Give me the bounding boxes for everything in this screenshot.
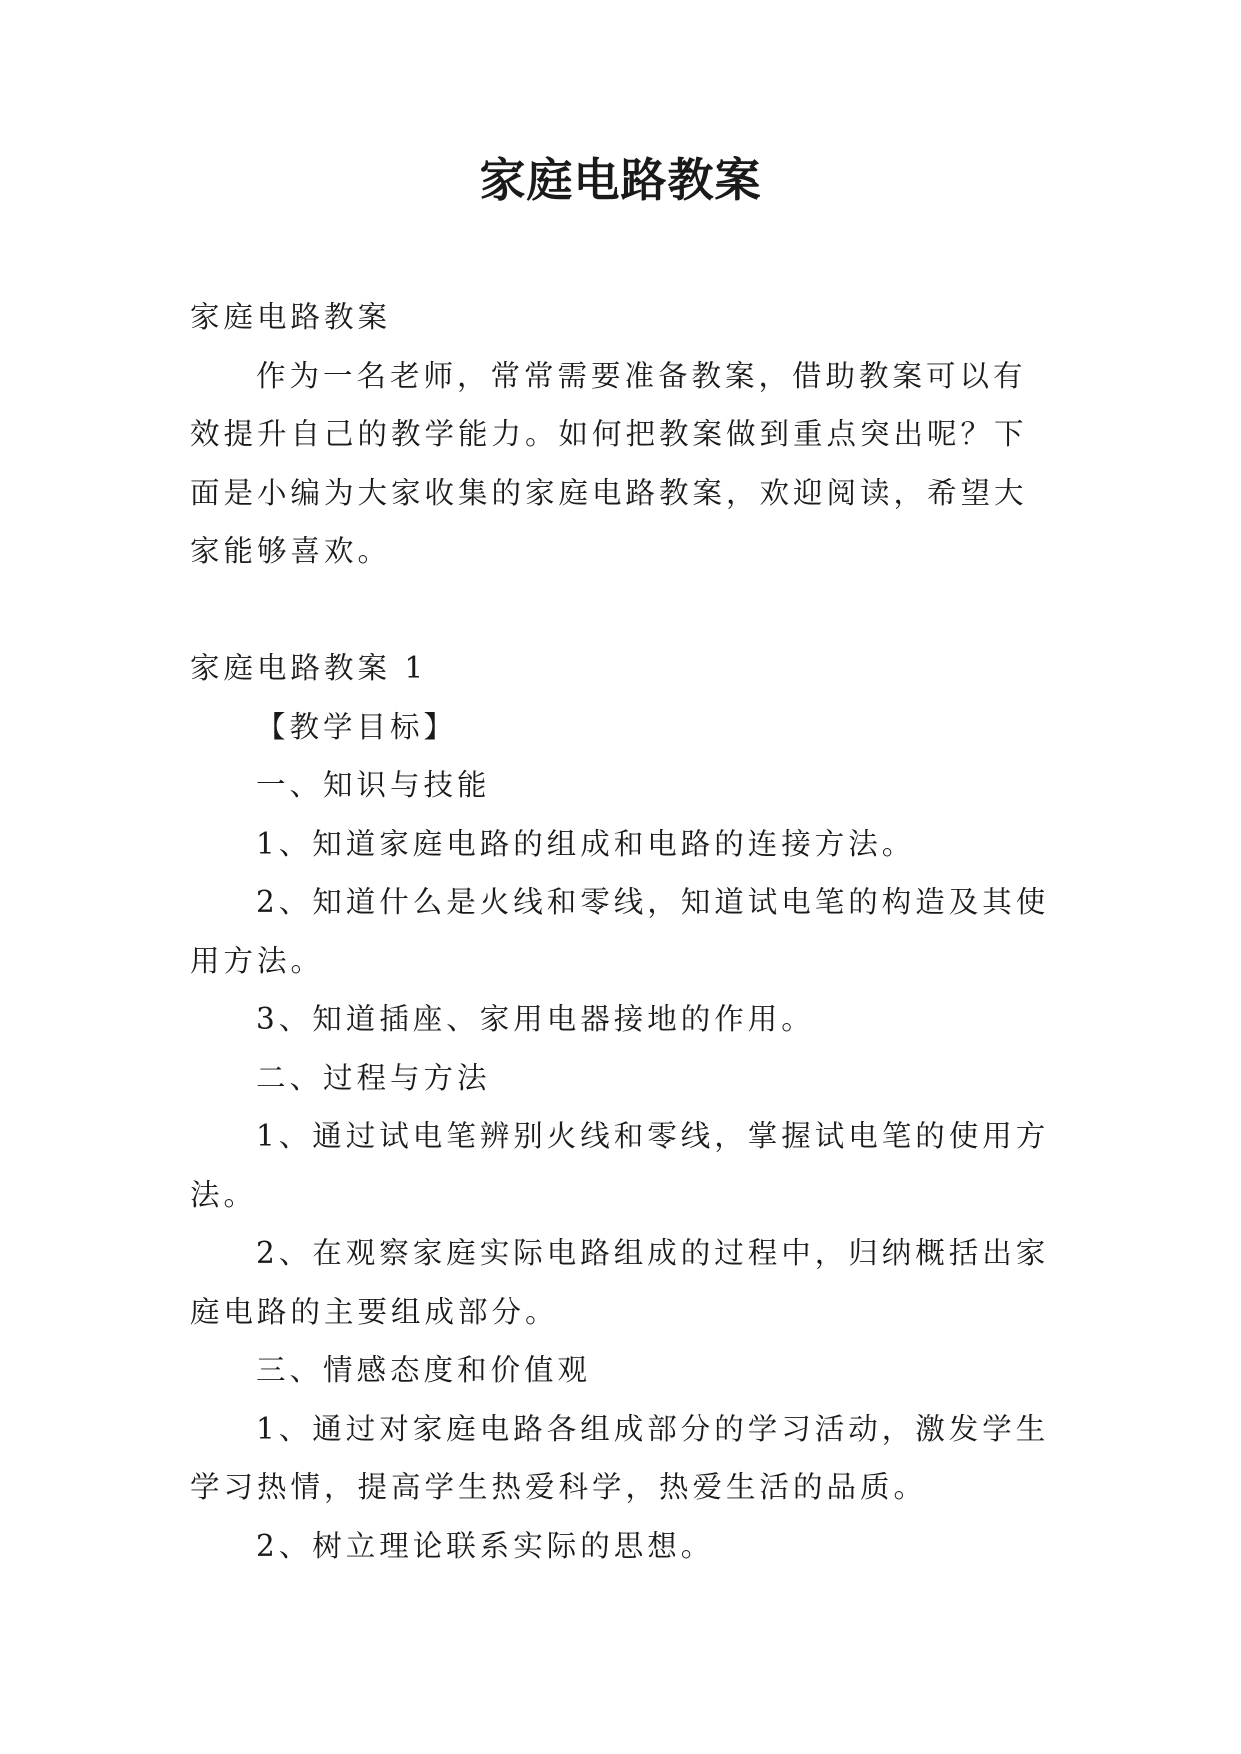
part1-item-1: 1、知道家庭电路的组成和电路的连接方法。 bbox=[256, 826, 916, 861]
document-body bbox=[190, 288, 1050, 1575]
part3-item-2: 2、树立理论联系实际的思想。 bbox=[256, 1528, 715, 1563]
part1-item-3: 3、知道插座、家用电器接地的作用。 bbox=[256, 1002, 815, 1036]
part2-heading: 二、过程与方法 bbox=[256, 1060, 491, 1095]
part3-heading: 三、情感态度和价值观 bbox=[256, 1353, 592, 1387]
part2-item-2: 2、在观察家庭实际电路组成的过程中，归纳概括出家庭电路的主要组成部分。 bbox=[190, 1236, 1050, 1329]
part1-heading: 一、知识与技能 bbox=[256, 768, 491, 802]
page-title: 家庭电路教案 bbox=[479, 153, 762, 207]
doc-subtitle: 家庭电路教案 bbox=[190, 300, 392, 334]
part3-item-1: 1、通过对家庭电路各组成部分的学习活动，激发学生学习热情，提高学生热爱科学，热爱生活的品质。 bbox=[190, 1411, 1050, 1504]
section-title: 家庭电路教案 1 bbox=[190, 651, 428, 685]
goals-heading: 【教学目标】 bbox=[256, 709, 458, 744]
paragraph-spacer bbox=[190, 581, 1050, 640]
intro-paragraph: 作为一名老师，常常需要准备教案，借助教案可以有效提升自己的教学能力。如何把教案做到重点突出呢？下面是小编为大家收集的家庭电路教案，欢迎阅读，希望大家能够喜欢。 bbox=[190, 358, 1028, 568]
part2-item-1: 1、通过试电笔辨别火线和零线，掌握试电笔的使用方法。 bbox=[190, 1119, 1050, 1212]
part1-item-2: 2、知道什么是火线和零线，知道试电笔的构造及其使用方法。 bbox=[190, 885, 1050, 978]
